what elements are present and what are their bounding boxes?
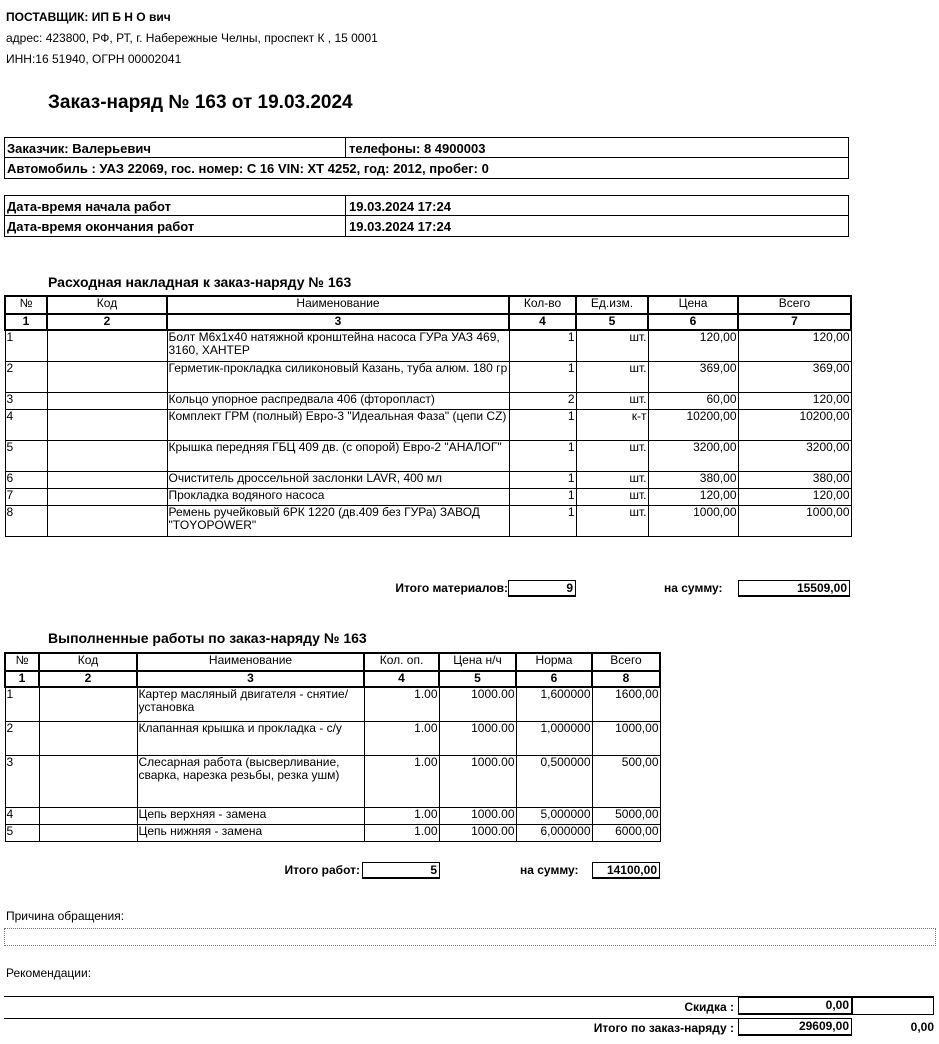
row-qty: 1 (509, 488, 576, 505)
materials-table (4, 295, 852, 537)
row-code (39, 721, 137, 755)
col-header: Кол. оп. (364, 653, 439, 671)
row-number: 1 (5, 330, 47, 361)
col-header: Наименование (137, 653, 364, 671)
supplier-address: адрес: 423800, РФ, РТ, г. Набережные Челны, проспект К , 15 0001 (6, 31, 378, 45)
col-number: 6 (648, 314, 738, 330)
supplier-name: ИП Б Н О вич (91, 10, 171, 24)
works-colnum-row (5, 671, 660, 687)
row-code (47, 488, 167, 505)
customer-label: Заказчик: Валерьевич (7, 141, 151, 156)
row-total: 500,00 (592, 755, 660, 807)
row-name: Картер масляный двигателя - снятие/установка (137, 687, 364, 721)
grand-total-value: 29609,00 (738, 1018, 852, 1036)
materials-colnum-row (5, 314, 851, 330)
row-name: Прокладка водяного насоса (167, 488, 509, 505)
row-number: 3 (5, 392, 47, 409)
row-norm: 1,000000 (516, 721, 592, 755)
col-header: № (5, 296, 47, 314)
table-row (5, 505, 851, 536)
row-unit: шт. (576, 330, 648, 361)
row-total: 380,00 (738, 471, 851, 488)
table-row (5, 824, 660, 841)
row-code (47, 330, 167, 361)
row-price: 120,00 (648, 488, 738, 505)
works-table (4, 652, 661, 842)
row-number: 2 (5, 361, 47, 392)
materials-sum-value: 15509,00 (738, 580, 850, 597)
works-total-qty: 5 (362, 862, 440, 879)
row-price: 1000.00 (439, 687, 516, 721)
col-number: 6 (516, 671, 592, 687)
row-price: 1000.00 (439, 755, 516, 807)
row-name: Цепь нижняя - замена (137, 824, 364, 841)
row-price: 3200,00 (648, 440, 738, 471)
table-row (5, 361, 851, 392)
materials-body (5, 330, 851, 536)
row-qty: 1.00 (364, 807, 439, 824)
col-number: 4 (364, 671, 439, 687)
row-code (47, 505, 167, 536)
col-header: Цена (648, 296, 738, 314)
row-code (39, 807, 137, 824)
materials-total-qty: 9 (508, 580, 576, 597)
row-number: 8 (5, 505, 47, 536)
col-number: 1 (5, 314, 47, 330)
col-header: Код (39, 653, 137, 671)
dates-box (4, 195, 849, 237)
row-total: 1000,00 (738, 505, 851, 536)
table-row (5, 392, 851, 409)
row-norm: 6,000000 (516, 824, 592, 841)
supplier-inn: ИНН:16 51940, ОГРН 00002041 (6, 52, 182, 66)
row-number: 4 (5, 409, 47, 440)
row-qty: 1.00 (364, 824, 439, 841)
row-qty: 1 (509, 471, 576, 488)
supplier-line (6, 10, 171, 24)
page-title: Заказ-наряд № 163 от 19.03.2024 (48, 92, 353, 113)
row-name: Герметик-прокладка силиконовый Казань, туба алюм. 180 гр (167, 361, 509, 392)
row-qty: 2 (509, 392, 576, 409)
col-number: 3 (167, 314, 509, 330)
col-header: Ед.изм. (576, 296, 648, 314)
row-number: 4 (5, 807, 39, 824)
row-price: 1000.00 (439, 807, 516, 824)
row-total: 1600,00 (592, 687, 660, 721)
materials-total (4, 580, 850, 597)
customer-box (4, 137, 849, 179)
row-total: 6000,00 (592, 824, 660, 841)
col-header: Норма (516, 653, 592, 671)
row-qty: 1.00 (364, 755, 439, 807)
row-total: 120,00 (738, 330, 851, 361)
discount-label: Скидка : (684, 1000, 734, 1014)
col-number: 2 (47, 314, 167, 330)
col-header: Наименование (167, 296, 509, 314)
table-row (5, 409, 851, 440)
row-total: 120,00 (738, 392, 851, 409)
col-header: Всего (738, 296, 851, 314)
row-total: 369,00 (738, 361, 851, 392)
row-qty: 1 (509, 440, 576, 471)
row-qty: 1 (509, 330, 576, 361)
materials-header-row (5, 296, 851, 314)
row-name: Комплект ГРМ (полный) Евро-3 "Идеальная Фаза" (цепи CZ) (167, 409, 509, 440)
col-header: Всего (592, 653, 660, 671)
works-body (5, 687, 660, 841)
table-row (5, 687, 660, 721)
row-name: Кольцо упорное распредвала 406 (фторопласт) (167, 392, 509, 409)
discount-value: 0,00 (738, 997, 852, 1015)
row-total: 1000,00 (592, 721, 660, 755)
row-norm: 0,500000 (516, 755, 592, 807)
reason-field (4, 928, 936, 946)
col-number: 3 (137, 671, 364, 687)
table-row (5, 755, 660, 807)
row-number: 5 (5, 440, 47, 471)
col-number: 2 (39, 671, 137, 687)
row-unit: шт. (576, 488, 648, 505)
row-qty: 1 (509, 505, 576, 536)
works-sum-value: 14100,00 (592, 862, 660, 879)
row-price: 120,00 (648, 330, 738, 361)
row-number: 7 (5, 488, 47, 505)
car-info: Автомобиль : УАЗ 22069, гос. номер: С 16 VIN: ХТ 4252, год: 2012, пробег: 0 (7, 161, 489, 176)
table-row (5, 440, 851, 471)
works-total (4, 862, 660, 879)
row-code (47, 409, 167, 440)
row-total: 5000,00 (592, 807, 660, 824)
col-number: 4 (509, 314, 576, 330)
supplier-label: ПОСТАВЩИК: (6, 10, 89, 24)
row-unit: к-т (576, 409, 648, 440)
row-total: 120,00 (738, 488, 851, 505)
row-name: Цепь верхняя - замена (137, 807, 364, 824)
row-price: 369,00 (648, 361, 738, 392)
row-norm: 5,000000 (516, 807, 592, 824)
reason-label: Причина обращения: (6, 909, 125, 923)
table-row (5, 471, 851, 488)
phones: телефоны: 8 4900003 (349, 141, 486, 156)
row-norm: 1,600000 (516, 687, 592, 721)
row-name: Болт М6х1х40 натяжной кронштейна насоса ГУРа УАЗ 469, 3160, ХАНТЕР (167, 330, 509, 361)
works-title: Выполненные работы по заказ-наряду № 163 (48, 630, 367, 646)
row-number: 1 (5, 687, 39, 721)
row-code (47, 361, 167, 392)
table-row (5, 721, 660, 755)
works-total-label: Итого работ: (284, 863, 360, 877)
table-row (5, 330, 851, 361)
col-header: № (5, 653, 39, 671)
row-name: Очиститель дроссельной заслонки LAVR, 400 мл (167, 471, 509, 488)
summary-block (4, 996, 934, 1037)
grand-total-extra: 0,00 (910, 1020, 934, 1034)
col-number: 5 (439, 671, 516, 687)
row-unit: шт. (576, 361, 648, 392)
start-label: Дата-время начала работ (7, 199, 172, 214)
row-price: 60,00 (648, 392, 738, 409)
col-number: 1 (5, 671, 39, 687)
row-number: 5 (5, 824, 39, 841)
row-name: Ремень ручейковый 6РК 1220 (дв.409 без ГУРа) ЗАВОД "TOYOPOWER" (167, 505, 509, 536)
row-name: Крышка передняя ГБЦ 409 дв. (с опорой) Евро-2 "АНАЛОГ" (167, 440, 509, 471)
end-label: Дата-время окончания работ (7, 219, 195, 234)
row-unit: шт. (576, 392, 648, 409)
row-total: 10200,00 (738, 409, 851, 440)
col-number: 5 (576, 314, 648, 330)
row-number: 2 (5, 721, 39, 755)
col-header: Код (47, 296, 167, 314)
row-unit: шт. (576, 505, 648, 536)
materials-total-label: Итого материалов: (395, 581, 508, 595)
discount-extra (852, 997, 934, 1015)
row-code (39, 687, 137, 721)
row-code (39, 824, 137, 841)
row-price: 10200,00 (648, 409, 738, 440)
row-qty: 1 (509, 361, 576, 392)
table-row (5, 807, 660, 824)
table-row (5, 488, 851, 505)
row-code (47, 392, 167, 409)
row-name: Слесарная работа (высверливание, сварка, нарезка резьбы, резка ушм) (137, 755, 364, 807)
start-value: 19.03.2024 17:24 (349, 199, 451, 214)
works-header-row (5, 653, 660, 671)
col-number: 8 (592, 671, 660, 687)
materials-title: Расходная накладная к заказ-наряду № 163 (48, 274, 352, 290)
col-header: Цена н/ч (439, 653, 516, 671)
row-qty: 1 (509, 409, 576, 440)
row-code (47, 471, 167, 488)
row-code (39, 755, 137, 807)
row-price: 1000,00 (648, 505, 738, 536)
end-value: 19.03.2024 17:24 (349, 219, 451, 234)
row-total: 3200,00 (738, 440, 851, 471)
row-name: Клапанная крышка и прокладка - с/у (137, 721, 364, 755)
row-price: 1000.00 (439, 824, 516, 841)
materials-sum-label: на сумму: (664, 581, 723, 595)
col-header: Кол-во (509, 296, 576, 314)
row-price: 380,00 (648, 471, 738, 488)
row-unit: шт. (576, 471, 648, 488)
col-number: 7 (738, 314, 851, 330)
row-number: 3 (5, 755, 39, 807)
row-unit: шт. (576, 440, 648, 471)
row-qty: 1.00 (364, 687, 439, 721)
row-code (47, 440, 167, 471)
grand-total-label: Итого по заказ-наряду : (593, 1021, 734, 1035)
row-price: 1000.00 (439, 721, 516, 755)
works-sum-label: на сумму: (520, 863, 579, 877)
row-qty: 1.00 (364, 721, 439, 755)
row-number: 6 (5, 471, 47, 488)
recommend-label: Рекомендации: (6, 966, 92, 980)
